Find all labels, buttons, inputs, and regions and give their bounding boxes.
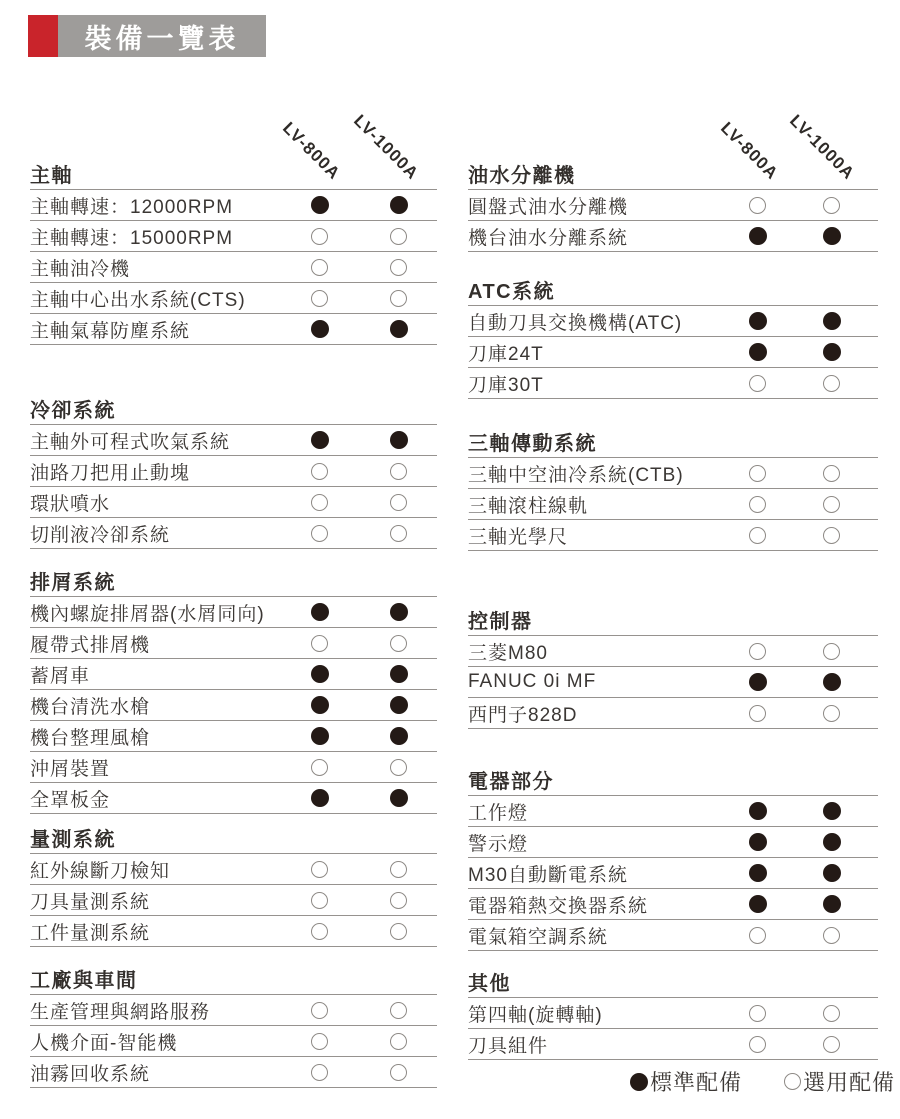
optional-dot-icon (311, 759, 328, 776)
table-row (30, 659, 437, 690)
row-label: 主軸轉速：12000RPM (30, 196, 234, 218)
table-row (30, 854, 437, 885)
standard-dot-icon (749, 312, 767, 330)
optional-dot-icon (311, 1002, 328, 1019)
section-title: 三軸傳動系統 (468, 433, 878, 458)
table-row (30, 995, 437, 1026)
section (468, 973, 878, 1060)
standard-dot-icon (390, 696, 408, 714)
row-label: 第四軸(旋轉軸) (468, 1004, 603, 1026)
standard-dot-icon (390, 789, 408, 807)
standard-dot-icon (749, 227, 767, 245)
optional-dot-icon (311, 525, 328, 542)
table-row (468, 368, 878, 399)
row-label: 紅外線斷刀檢知 (30, 860, 171, 882)
standard-dot-icon (311, 727, 329, 745)
model-header-lv800a-right: LV-800A (717, 118, 783, 184)
row-label: 刀具組件 (468, 1035, 549, 1057)
table-row (468, 1029, 878, 1060)
legend-optional (784, 1066, 895, 1097)
legend (630, 1066, 895, 1097)
row-label: 刀具量測系統 (30, 891, 151, 913)
standard-dot-icon (749, 864, 767, 882)
optional-dot-icon (749, 465, 766, 482)
section-title: 量測系統 (30, 829, 437, 854)
standard-dot-icon (390, 603, 408, 621)
table-row (30, 721, 437, 752)
table-row (468, 520, 878, 551)
optional-dot-icon (823, 375, 840, 392)
row-label: 生產管理與網路服務 (30, 1001, 211, 1023)
row-label: 油路刀把用止動塊 (30, 462, 191, 484)
row-label: FANUC 0i MF (468, 671, 597, 692)
optional-dot-icon (823, 496, 840, 513)
optional-dot-icon (311, 1064, 328, 1081)
standard-dot-icon (390, 196, 408, 214)
row-label: 主軸外可程式吹氣系統 (30, 431, 231, 453)
optional-dot-icon (784, 1073, 801, 1090)
standard-dot-icon (823, 312, 841, 330)
row-label: 蓄屑車 (30, 665, 91, 687)
section-title: 主軸 (30, 165, 437, 190)
optional-dot-icon (749, 1005, 766, 1022)
table-row (30, 518, 437, 549)
optional-dot-icon (390, 759, 407, 776)
row-label: 三軸光學尺 (468, 526, 569, 548)
standard-dot-icon (823, 227, 841, 245)
optional-dot-icon (823, 705, 840, 722)
table-row (468, 889, 878, 920)
table-row (30, 314, 437, 345)
optional-dot-icon (749, 643, 766, 660)
standard-dot-icon (311, 320, 329, 338)
standard-dot-icon (823, 673, 841, 691)
section (30, 829, 437, 947)
row-label: 警示燈 (468, 833, 529, 855)
row-label: 環狀噴水 (30, 493, 111, 515)
standard-dot-icon (390, 431, 408, 449)
optional-dot-icon (311, 463, 328, 480)
row-label: 履帶式排屑機 (30, 634, 151, 656)
table-row (30, 487, 437, 518)
standard-dot-icon (823, 833, 841, 851)
row-label: 工作燈 (468, 802, 529, 824)
legend-standard-label: 標準配備 (650, 1070, 743, 1095)
section (468, 611, 878, 729)
optional-dot-icon (823, 1005, 840, 1022)
optional-dot-icon (823, 643, 840, 660)
table-row (30, 456, 437, 487)
section-title: 冷卻系統 (30, 400, 437, 425)
table-row (468, 667, 878, 698)
optional-dot-icon (311, 1033, 328, 1050)
section-title: 工廠與車間 (30, 970, 437, 995)
table-row (30, 916, 437, 947)
row-label: M30自動斷電系統 (468, 864, 628, 886)
standard-dot-icon (823, 864, 841, 882)
optional-dot-icon (390, 923, 407, 940)
row-label: 切削液冷卻系統 (30, 524, 171, 546)
section-title: 排屑系統 (30, 572, 437, 597)
row-label: 刀庫24T (468, 343, 544, 365)
row-label: 刀庫30T (468, 374, 544, 396)
standard-dot-icon (390, 320, 408, 338)
standard-dot-icon (823, 802, 841, 820)
optional-dot-icon (390, 290, 407, 307)
section (468, 165, 878, 252)
optional-dot-icon (823, 527, 840, 544)
optional-dot-icon (823, 1036, 840, 1053)
model-header-lv800a-left: LV-800A (279, 118, 345, 184)
row-label: 機台油水分離系統 (468, 227, 629, 249)
table-row (468, 458, 878, 489)
optional-dot-icon (311, 923, 328, 940)
row-label: 主軸轉速：15000RPM (30, 227, 234, 249)
standard-dot-icon (749, 802, 767, 820)
legend-standard (630, 1066, 742, 1097)
optional-dot-icon (311, 259, 328, 276)
table-row (468, 190, 878, 221)
standard-dot-icon (311, 696, 329, 714)
table-row (30, 885, 437, 916)
model-header-lv1000a-left: LV-1000A (349, 110, 423, 184)
row-label: 西門子828D (468, 704, 578, 726)
optional-dot-icon (390, 635, 407, 652)
optional-dot-icon (390, 1064, 407, 1081)
table-row (30, 752, 437, 783)
optional-dot-icon (311, 494, 328, 511)
table-row (30, 190, 437, 221)
row-label: 三軸滾柱線軌 (468, 495, 589, 517)
table-row (468, 636, 878, 667)
row-label: 主軸中心出水系統(CTS) (30, 289, 246, 311)
equipment-table-right (468, 0, 878, 1119)
optional-dot-icon (823, 197, 840, 214)
optional-dot-icon (749, 705, 766, 722)
optional-dot-icon (311, 290, 328, 307)
optional-dot-icon (749, 927, 766, 944)
optional-dot-icon (749, 197, 766, 214)
table-row (468, 827, 878, 858)
optional-dot-icon (749, 527, 766, 544)
section-title: 控制器 (468, 611, 878, 636)
standard-dot-icon (311, 665, 329, 683)
section (30, 400, 437, 549)
legend-optional-label: 選用配備 (803, 1070, 896, 1095)
section-title: 其他 (468, 973, 878, 998)
row-label: 主軸油冷機 (30, 258, 131, 280)
optional-dot-icon (390, 463, 407, 480)
standard-dot-icon (311, 789, 329, 807)
optional-dot-icon (311, 892, 328, 909)
optional-dot-icon (311, 861, 328, 878)
table-row (30, 783, 437, 814)
table-row (30, 597, 437, 628)
section-title: 油水分離機 (468, 165, 878, 190)
table-row (468, 796, 878, 827)
row-label: 電氣箱空調系統 (468, 926, 609, 948)
optional-dot-icon (390, 228, 407, 245)
table-row (468, 337, 878, 368)
standard-dot-icon (311, 603, 329, 621)
table-row (468, 489, 878, 520)
table-row (30, 252, 437, 283)
optional-dot-icon (823, 927, 840, 944)
table-row (30, 690, 437, 721)
row-label: 電器箱熱交換器系統 (468, 895, 649, 917)
row-label: 三軸中空油冷系統(CTB) (468, 464, 684, 486)
equipment-table-left (30, 0, 437, 1119)
optional-dot-icon (390, 259, 407, 276)
optional-dot-icon (311, 228, 328, 245)
table-row (468, 998, 878, 1029)
table-row (468, 858, 878, 889)
optional-dot-icon (749, 375, 766, 392)
section-title: ATC系統 (468, 281, 878, 306)
standard-dot-icon (311, 196, 329, 214)
model-header-lv1000a-right: LV-1000A (785, 110, 859, 184)
section (468, 771, 878, 951)
section (468, 281, 878, 399)
section-title: 電器部分 (468, 771, 878, 796)
table-row (30, 425, 437, 456)
row-label: 全罩板金 (30, 789, 111, 811)
standard-dot-icon (390, 665, 408, 683)
optional-dot-icon (390, 1033, 407, 1050)
table-row (30, 628, 437, 659)
standard-dot-icon (749, 343, 767, 361)
section (468, 433, 878, 551)
standard-dot-icon (823, 343, 841, 361)
table-row (30, 1026, 437, 1057)
optional-dot-icon (823, 465, 840, 482)
row-label: 油霧回收系統 (30, 1063, 151, 1085)
row-label: 主軸氣幕防塵系統 (30, 320, 191, 342)
row-label: 工件量測系統 (30, 922, 151, 944)
optional-dot-icon (390, 1002, 407, 1019)
row-label: 三菱M80 (468, 642, 548, 664)
standard-dot-icon (749, 833, 767, 851)
standard-dot-icon (749, 673, 767, 691)
page-title: 裝備一覽表 (84, 23, 240, 54)
table-row (30, 221, 437, 252)
table-row (30, 1057, 437, 1088)
row-label: 自動刀具交換機構(ATC) (468, 312, 683, 334)
standard-dot-icon (823, 895, 841, 913)
optional-dot-icon (311, 635, 328, 652)
optional-dot-icon (390, 494, 407, 511)
row-label: 機內螺旋排屑器(水屑同向) (30, 603, 265, 625)
row-label: 機台整理風槍 (30, 727, 151, 749)
optional-dot-icon (749, 1036, 766, 1053)
standard-dot-icon (390, 727, 408, 745)
row-label: 沖屑裝置 (30, 758, 111, 780)
row-label: 機台清洗水槍 (30, 696, 151, 718)
optional-dot-icon (390, 861, 407, 878)
optional-dot-icon (390, 892, 407, 909)
standard-dot-icon (311, 431, 329, 449)
table-row (30, 283, 437, 314)
table-row (468, 306, 878, 337)
optional-dot-icon (390, 525, 407, 542)
row-label: 人機介面-智能機 (30, 1032, 178, 1054)
section (30, 165, 437, 345)
row-label: 圓盤式油水分離機 (468, 196, 629, 218)
standard-dot-icon (749, 895, 767, 913)
section (30, 572, 437, 814)
standard-dot-icon (630, 1073, 648, 1091)
table-row (468, 698, 878, 729)
table-row (468, 221, 878, 252)
optional-dot-icon (749, 496, 766, 513)
table-row (468, 920, 878, 951)
section (30, 970, 437, 1088)
